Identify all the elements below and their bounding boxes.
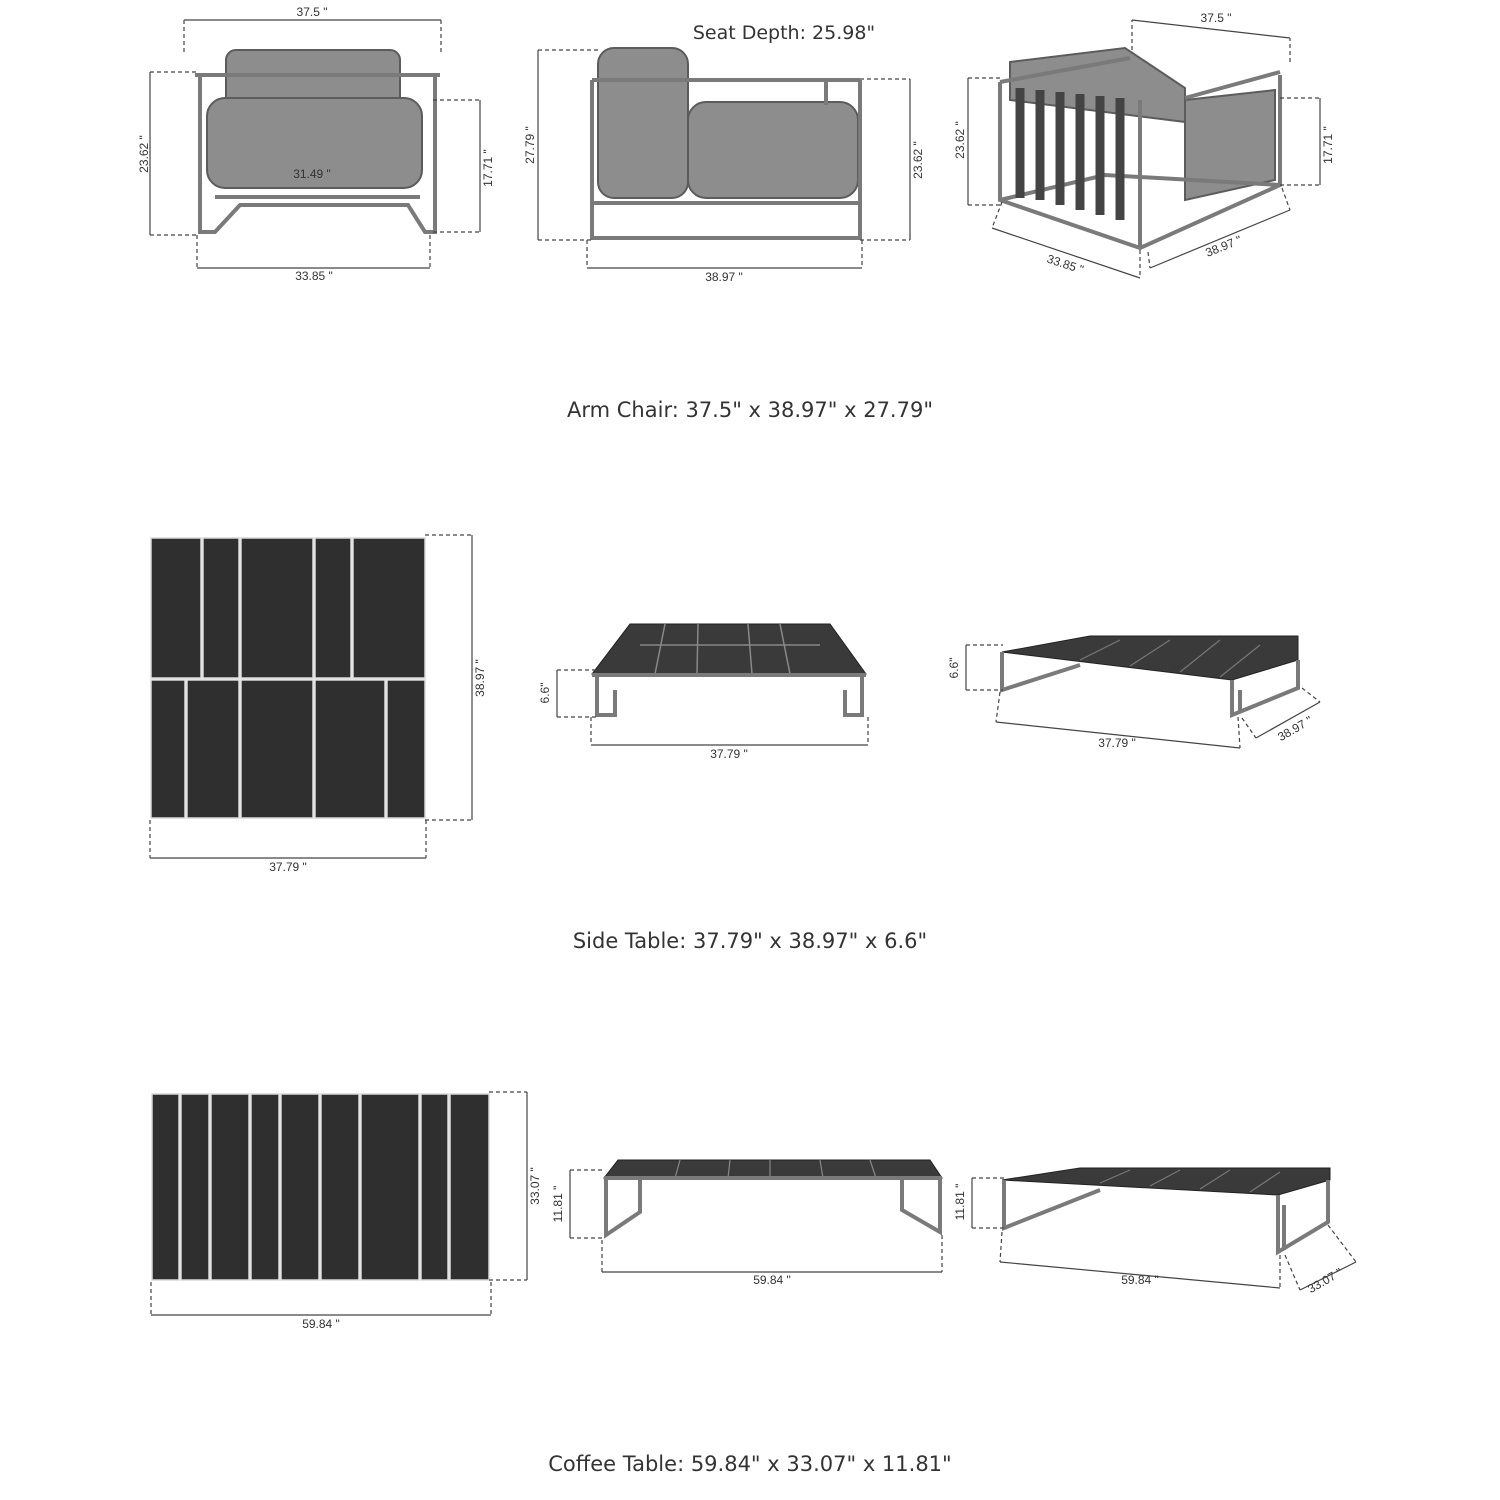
coffee-table-caption: Coffee Table: 59.84" x 33.07" x 11.81" [548,1452,952,1476]
coffee-table-front-height-label: 11.81 " [551,1185,565,1223]
arm-chair-perspective-depth-label: 38.97 " [1203,232,1244,260]
arm-chair-front-seat-height-label: 17.71 " [481,149,495,187]
side-table-top-view [150,535,472,858]
coffee-table-perspective-view [972,1168,1356,1290]
coffee-table-front-view [570,1160,942,1272]
arm-chair-side-arm-height-label: 23.62 " [911,141,925,179]
side-table-top-depth-label: 38.97 " [473,659,487,697]
arm-chair-perspective-height-label: 23.62 " [953,121,967,159]
side-table-perspective-height-label: 6.6" [947,657,961,679]
side-table-front-width-label: 37.79 " [710,747,748,761]
coffee-table-perspective-width-label: 59.84 " [1121,1273,1159,1287]
side-table-perspective-width-label: 37.79 " [1098,736,1136,750]
arm-chair-side-view [538,48,910,268]
seat-depth-label: Seat Depth: 25.98" [692,22,876,44]
arm-chair-front-base-width-label: 33.85 " [295,269,333,283]
arm-chair-front-seat-width-label: 31.49 " [293,167,331,181]
arm-chair-perspective-base-width-label: 33.85 " [1045,251,1086,277]
coffee-table-top-depth-label: 33.07 " [528,1167,542,1205]
side-table-caption: Side Table: 37.79" x 38.97" x 6.6" [572,929,928,953]
arm-chair-perspective-seat-height-label: 17.71 " [1321,126,1335,164]
arm-chair-caption: Arm Chair: 37.5" x 38.97" x 27.79" [567,398,933,422]
coffee-table-perspective-height-label: 11.81 " [953,1183,967,1221]
arm-chair-front-view [150,20,480,268]
side-table-perspective-view [966,636,1320,748]
side-table-perspective-depth-label: 38.97 " [1275,713,1315,745]
side-table-front-view [557,624,868,745]
coffee-table-front-width-label: 59.84 " [753,1273,791,1287]
side-table-front-height-label: 6.6" [538,682,552,704]
side-table-top-width-label: 37.79 " [269,860,307,874]
arm-chair-front-height-label: 23.62 " [137,135,151,173]
arm-chair-side-depth-label: 38.97 " [705,270,743,284]
coffee-table-perspective-depth-label: 33.07 " [1305,1265,1345,1297]
arm-chair-perspective-view [968,20,1320,278]
coffee-table-top-view [151,1092,527,1315]
arm-chair-front-width-top-label: 37.5 " [296,5,328,19]
coffee-table-top-width-label: 59.84 " [302,1317,340,1331]
arm-chair-perspective-width-top-label: 37.5 " [1200,11,1232,25]
arm-chair-side-height-label: 27.79 " [523,126,537,164]
